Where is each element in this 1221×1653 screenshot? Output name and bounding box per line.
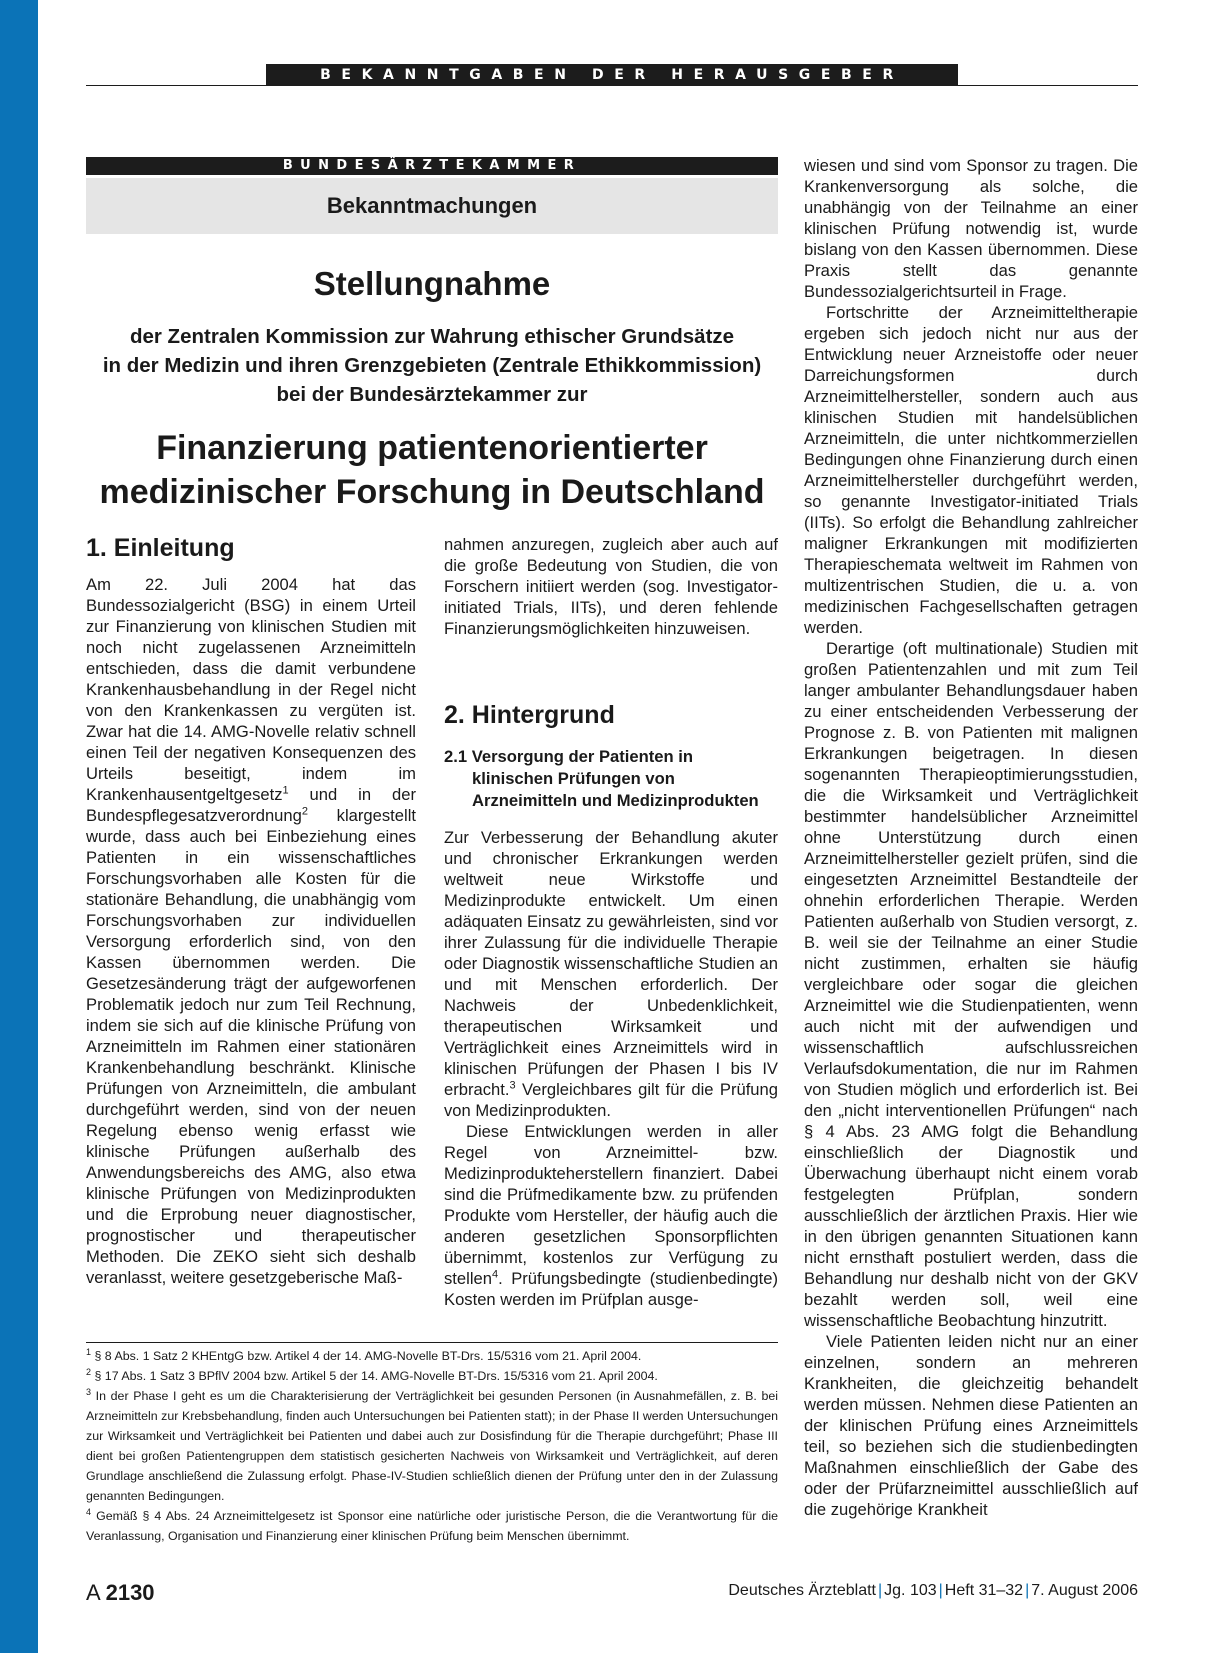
section-heading-hintergrund: 2. Hintergrund bbox=[444, 701, 615, 729]
footnotes bbox=[86, 1346, 778, 1546]
section-heading-einleitung: 1. Einleitung bbox=[86, 534, 235, 562]
text-run: . Prüfungsbedingte (studienbedingte) Kosten werden im Prüfplan ausge- bbox=[444, 1269, 778, 1309]
subtitle-line-2: in der Medizin und ihren Grenzgebieten (Zentrale Ethikkommission) bbox=[102, 354, 762, 377]
paragraph bbox=[444, 827, 778, 1121]
paragraph bbox=[86, 574, 416, 1288]
footnote-text: § 8 Abs. 1 Satz 2 KHEntgG bzw. Artikel 4 der 14. AMG-Novelle BT-Drs. 15/5316 vom 21. April 2004. bbox=[94, 1349, 642, 1363]
footnote bbox=[86, 1506, 778, 1546]
text-run: klargestellt wurde, dass auch bei Einbeziehung eines Patienten in ein wissenschaftliches Forschungsvorhaben alle Kosten für die stationäre Behandlung, die unabhängig vom Forschungsvorhaben zur individuellen Versorgung erforderlich sind, von den Kassen übernommen werden. Die Gesetzesänderung trägt der aufgeworfenen Problematik jedoch nur zum Teil Rechnung, indem sie sich auf die klinische Prüfung von Arzneimitteln im Rahmen einer stationären Krankenbehandlung beschränkt. Klinische Prüfungen von Arzneimitteln, die ambulant durchgeführt werden, sind von der neuen Regelung ebenso wenig erfasst wie klinische Prüfungen außerhalb des Anwendungsbereichs des AMG, also etwa klinische Prüfungen von Medizinprodukten und die Erprobung neuer diagnostischer, prognostischer und therapeutischer Methoden. Die ZEKO sieht sich deshalb veranlasst, weitere gesetzgeberische Maß- bbox=[86, 806, 416, 1287]
headline-line-2: medizinischer Forschung in Deutschland bbox=[99, 473, 765, 511]
blue-sidebar bbox=[0, 0, 38, 1653]
footnote-text: In der Phase I geht es um die Charakterisierung der Verträglichkeit bei gesunden Personen (in Ausnahmefällen, z. B. bei Arzneimitteln zur Krebsbehandlung, finden auch Untersuchungen bei Patienten statt); in der Phase II werden Untersuchungen zur Wirksamkeit und Verträglichkeit bei Patienten und dabei auch zur Dosisfindung für die Therapie durchgeführt; Phase III dient bei großen Patientengruppen dem statistisch gesicherten Nachweis von Wirksamkeit und Verträglichkeit, auf deren Grundlage anschließend die Zulassung erfolgt. Phase-IV-Studien schließlich dienen der Prüfung unter den in der Zulassung genannten Bedingungen. bbox=[86, 1389, 778, 1503]
headline-line-1: Finanzierung patientenorientierter bbox=[156, 429, 708, 467]
text-run: Vergleichbares gilt für die Prüfung von Medizinprodukten. bbox=[444, 1080, 778, 1120]
header-rule bbox=[86, 85, 1138, 86]
column-3 bbox=[804, 155, 1138, 1520]
footnote bbox=[86, 1366, 778, 1386]
text-run: Am 22. Juli 2004 hat das Bundessozialgericht (BSG) in einem Urteil zur Finanzierung von klinischen Studien mit noch nicht zugelassenen Arzneimitteln entschieden, dass die damit verbundene Krankenhausbehandlung in der Regel nicht von den Krankenkassen zu vergüten ist. Zwar hat die 14. AMG-Novelle relativ schnell einen Teil der negativen Konsequenzen des Urteils beseitigt, indem im Krankenhausentgeltgesetz bbox=[86, 575, 416, 804]
journal-issue: Heft 31–32 bbox=[944, 1582, 1024, 1599]
footnote-ref: 4 bbox=[491, 1268, 499, 1281]
separator: | bbox=[1025, 1582, 1030, 1599]
subsection-heading bbox=[444, 746, 778, 812]
subsection-line-2: klinischen Prüfungen von bbox=[472, 769, 675, 788]
column-1 bbox=[86, 574, 416, 1288]
subsection-number: 2.1 bbox=[444, 747, 468, 766]
text-run: Zur Verbesserung der Behandlung akuter und chronischer Erkrankungen werden weltweit neue Wirkstoffe und Medizinprodukte entwickelt. Um einen adäquaten Einsatz zu gewährleisten, sind vor ihrer Zulassung für die individuelle Therapie oder Diagnostik wissenschaftliche Studien an und mit Menschen erforderlich. Der Nachweis der Unbedenklichkeit, therapeutischen Wirksamkeit und Verträglichkeit eines Arzneimittels wird in klinischen Prüfungen der Phasen I bis IV erbracht. bbox=[444, 828, 778, 1099]
page-number-value: 2130 bbox=[105, 1580, 155, 1605]
paragraph: wiesen und sind vom Sponsor zu tragen. Die Krankenversorgung als solche, die unabhängig von der Teilnahme an einer klinischen Prüfung notwendig ist, wurde bislang von den Kassen übernommen. Diese Praxis stellt das genannte Bundessozialgerichtsurteil in Frage. bbox=[804, 156, 1138, 301]
footnote bbox=[86, 1386, 778, 1506]
paragraph: Fortschritte der Arzneimitteltherapie ergeben sich jedoch nicht nur aus der Entwicklung neuer Arzneistoffe oder neuer Darreichungsformen durch Arzneimittelhersteller, sondern auch aus klinischen Studien mit handelsüblichen Arzneimitteln, die unter nichtkommerziellen Bedingungen ohne Finanzierung durch einen Arzneimittelhersteller durchgeführt werden, so genannte Investigator-initiated Trials (IITs). So erfolgt die Behandlung zahlreicher maligner Erkrankungen mit modifizierten Therapieschemata weltweit im Rahmen von multizentrischen Studien, die u. a. von medizinischen Fachgesellschaften getragen werden. bbox=[804, 303, 1138, 637]
subtitle-line-1: der Zentralen Kommission zur Wahrung ethischer Grundsätze bbox=[129, 325, 735, 348]
footnote-ref: 2 bbox=[301, 805, 308, 818]
footnote-number: 1 bbox=[86, 1346, 92, 1357]
footnote-text: § 17 Abs. 1 Satz 3 BPflV 2004 bzw. Artikel 5 der 14. AMG-Novelle BT-Drs. 15/5316 vom 21. April 2004. bbox=[94, 1369, 658, 1383]
page-number bbox=[86, 1580, 155, 1606]
footnote-ref: 1 bbox=[282, 784, 289, 797]
journal-date: 7. August 2006 bbox=[1031, 1582, 1138, 1599]
column-2-body bbox=[444, 827, 778, 1310]
footnote-ref: 3 bbox=[509, 1079, 516, 1092]
footnote-number: 3 bbox=[86, 1386, 92, 1397]
paragraph: Derartige (oft multinationale) Studien mit großen Patientenzahlen und mit zum Teil langer ambulanter Behandlungsdauer haben zu einer entscheidenden Verbesserung der Prognose z. B. von Patienten mit malignen Erkrankungen beigetragen. In diesen sogenannten Therapieoptimierungsstudien, die die Wirksamkeit und Verträglichkeit bestimmter handelsüblicher Arzneimittel ohne Unterstützung durch einen Arzneimittelhersteller gezielt prüfen, sind die eingesetzten Arzneimittel Bestandteile der ohnehin erforderlichen Therapie. Werden Patienten außerhalb von Studien versorgt, z. B. weil sie der Teilnahme an einer Studie nicht zustimmen, erhalten sie häufig vergleichbare oder sogar die gleichen Arzneimittel wie die Studienpatienten, wenn auch nicht mit der aufwendigen und wissenschaftlich aufschlussreichen Verlaufsdokumentation, die nur im Rahmen von Studien möglich und erforderlich ist. Bei den „nicht interventionellen Prüfungen“ nach § 4 Abs. 23 AMG folgt die Behandlung einschließlich der Diagnostik und Überwachung überhaupt nicht einem vorab festgelegten Prüfplan, sondern ausschließlich der ärztlichen Praxis. Hier wie in den übrigen genannten Situationen kann nicht ernsthaft postuliert werden, dass die Behandlung nur deshalb nicht von der GKV bezahlt werden soll, weil eine wissenschaftliche Beobachtung hinzutritt. bbox=[804, 639, 1138, 1330]
journal-name: Deutsches Ärzteblatt bbox=[728, 1582, 876, 1599]
text-run: Diese Entwicklungen werden in aller Regel von Arzneimittel- bzw. Medizinprodukteherstellern finanziert. Dabei sind die Prüfmedikamente bzw. zu prüfenden Produkte vom Hersteller, der häufig auch die anderen gesetzlichen Sponsorpflichten übernimmt, kostenlos zur Verfügung zu stellen bbox=[444, 1122, 778, 1288]
journal-volume: Jg. 103 bbox=[884, 1582, 937, 1599]
column-2 bbox=[444, 534, 778, 639]
page-prefix: A bbox=[86, 1580, 100, 1605]
journal-footer bbox=[728, 1582, 1138, 1600]
paragraph: nahmen anzuregen, zugleich aber auch auf die große Bedeutung von Studien, die von Forschern initiiert werden (sog. Investigator-initiated Trials, IITs), und deren fehlende Finanzierungsmöglichkeiten hinzuweisen. bbox=[444, 535, 778, 638]
subsection-line-3: Arzneimitteln und Medizinprodukten bbox=[472, 791, 759, 810]
section-label: Bekanntmachungen bbox=[86, 178, 778, 234]
footnote-number: 4 bbox=[86, 1506, 92, 1517]
footnote-number: 2 bbox=[86, 1366, 92, 1377]
footnote-text: Gemäß § 4 Abs. 24 Arzneimittelgesetz ist Sponsor eine natürliche oder juristische Person, die die Verantwortung für die Veranlassung, Organisation und Finanzierung einer klinischen Prüfung beim Menschen übernimmt. bbox=[86, 1509, 778, 1543]
article-subtitle bbox=[86, 322, 778, 409]
text-run: und in der Bundespflegesatzverordnung bbox=[86, 785, 416, 825]
paragraph bbox=[444, 1121, 778, 1310]
article-headline bbox=[86, 426, 778, 514]
article-title: Stellungnahme bbox=[313, 265, 551, 302]
separator: | bbox=[878, 1582, 883, 1599]
footnote-rule bbox=[86, 1342, 778, 1343]
subsection-line-1: Versorgung der Patienten in bbox=[471, 747, 693, 766]
section-org-bar: BUNDESÄRZTEKAMMER bbox=[86, 157, 778, 175]
header-banner: BEKANNTGABEN DER HERAUSGEBER bbox=[266, 64, 958, 86]
separator: | bbox=[938, 1582, 943, 1599]
subtitle-line-3: bei der Bundesärztekammer zur bbox=[276, 383, 588, 406]
footnote bbox=[86, 1346, 778, 1366]
paragraph: Viele Patienten leiden nicht nur an einer einzelnen, sondern an mehreren Krankheiten, die gleichzeitig behandelt werden müssen. Nehmen diese Patienten an der klinischen Prüfung eines Arzneimittels teil, so beziehen sich die studienbedingten Maßnahmen einschließlich der Gabe des oder der Prüfarzneimittel ausschließlich auf die zugehörige Krankheit bbox=[804, 1332, 1138, 1519]
